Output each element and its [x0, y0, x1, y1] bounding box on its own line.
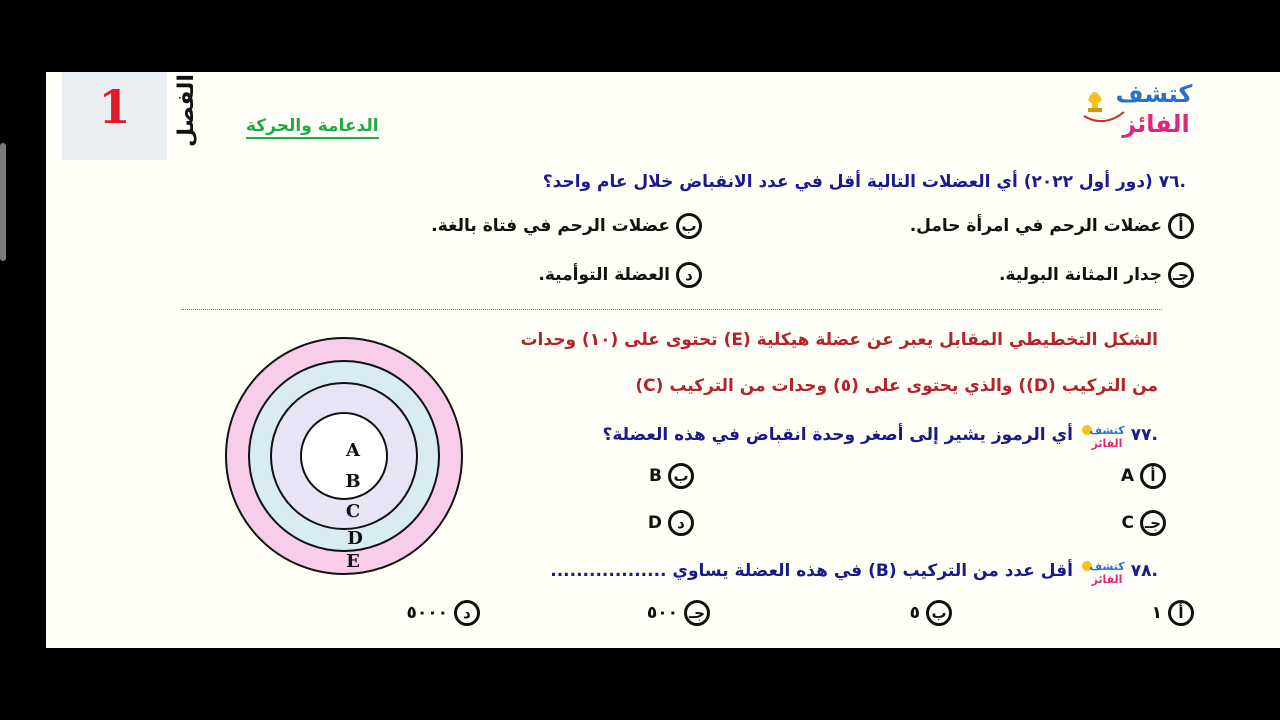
option-letter: أ [1168, 213, 1194, 239]
option-letter: ب [926, 600, 952, 626]
option-letter: د [454, 600, 480, 626]
q76-option-a[interactable] [910, 213, 1194, 239]
label-e: E [346, 551, 360, 572]
q76-option-b[interactable] [431, 213, 702, 239]
label-b: B [345, 471, 361, 492]
logo-icon [1079, 420, 1125, 450]
option-text: جدار المثانة البولية. [998, 265, 1162, 285]
muscle-structure-diagram [222, 334, 466, 578]
question-text: أي الرموز يشير إلى أصغر وحدة انقباض في هذه العضلة؟ [602, 425, 1073, 445]
q77-option-b[interactable] [649, 463, 694, 489]
q78-option-b[interactable] [910, 600, 952, 626]
q76-option-c[interactable] [999, 262, 1194, 288]
option-letter: د [668, 510, 694, 536]
option-text: عضلات الرحم في امرأة حامل. [909, 216, 1162, 236]
option-text: D [647, 513, 662, 533]
option-text: ٥ [909, 603, 920, 623]
label-a: A [346, 440, 360, 461]
label-d: D [347, 528, 363, 549]
option-letter: أ [1140, 463, 1166, 489]
question-text: أقل عدد من التركيب (B) في هذه العضلة يساوي .................. [550, 561, 1073, 581]
intro-line-1: الشكل التخطيطي المقابل يعبر عن عضلة هيكلية (E) تحتوى على (١٠) وحدات [520, 330, 1158, 350]
q78-option-c[interactable] [647, 600, 710, 626]
unit-title: الدعامة والحركة [246, 116, 379, 139]
option-text: عضلات الرحم في فتاة بالغة. [431, 216, 670, 236]
question-76 [543, 172, 1186, 192]
option-text: A [1120, 466, 1134, 486]
label-c: C [345, 501, 361, 522]
logo-icon [1076, 72, 1196, 142]
question-78 [550, 556, 1158, 586]
svg-text:كتشف: كتشف [1089, 424, 1125, 437]
svg-text:الفائز: الفائز [1122, 110, 1190, 138]
question-number: .٧٧ [1130, 425, 1158, 445]
question-text: (دور أول ٢٠٢٢) أي العضلات التالية أقل في عدد الانقباض خلال عام واحد؟ [542, 172, 1153, 192]
option-text: B [649, 466, 662, 486]
option-text: ١ [1151, 603, 1162, 623]
q77-option-d[interactable] [648, 510, 694, 536]
svg-text:الفائز: الفائز [1091, 437, 1123, 450]
option-letter: جـ [1168, 262, 1194, 288]
question-77 [603, 420, 1159, 450]
option-letter: جـ [684, 600, 710, 626]
section-divider [182, 309, 1162, 310]
q78-option-d[interactable] [406, 600, 480, 626]
question-number: .٧٨ [1130, 561, 1158, 581]
option-letter: د [676, 262, 702, 288]
svg-text:كتشف: كتشف [1089, 560, 1125, 573]
document-page [46, 72, 1280, 648]
option-text: ٥٠٠ [646, 603, 678, 623]
option-text: C [1121, 513, 1134, 533]
option-text: العضلة التوأمية. [538, 265, 670, 285]
chapter-label: الفصل [173, 74, 199, 147]
option-letter: ب [676, 213, 702, 239]
scrollbar[interactable] [0, 143, 6, 261]
option-text: ٥٠٠٠ [406, 603, 448, 623]
q76-option-d[interactable] [538, 262, 702, 288]
q78-option-a[interactable] [1152, 600, 1194, 626]
q77-option-a[interactable] [1121, 463, 1166, 489]
option-letter: ب [668, 463, 694, 489]
question-number: .٧٦ [1158, 172, 1186, 192]
option-letter: أ [1168, 600, 1194, 626]
svg-text:الفائز: الفائز [1091, 573, 1123, 586]
logo-icon [1079, 556, 1125, 586]
chapter-number: 1 [98, 80, 131, 134]
intro-line-2: من التركيب (D)) والذي يحتوى على (٥) وحدات من التركيب (C) [635, 376, 1158, 396]
ring-a [301, 413, 387, 499]
q77-option-c[interactable] [1122, 510, 1166, 536]
svg-text:كتشف: كتشف [1115, 80, 1193, 108]
option-letter: جـ [1140, 510, 1166, 536]
